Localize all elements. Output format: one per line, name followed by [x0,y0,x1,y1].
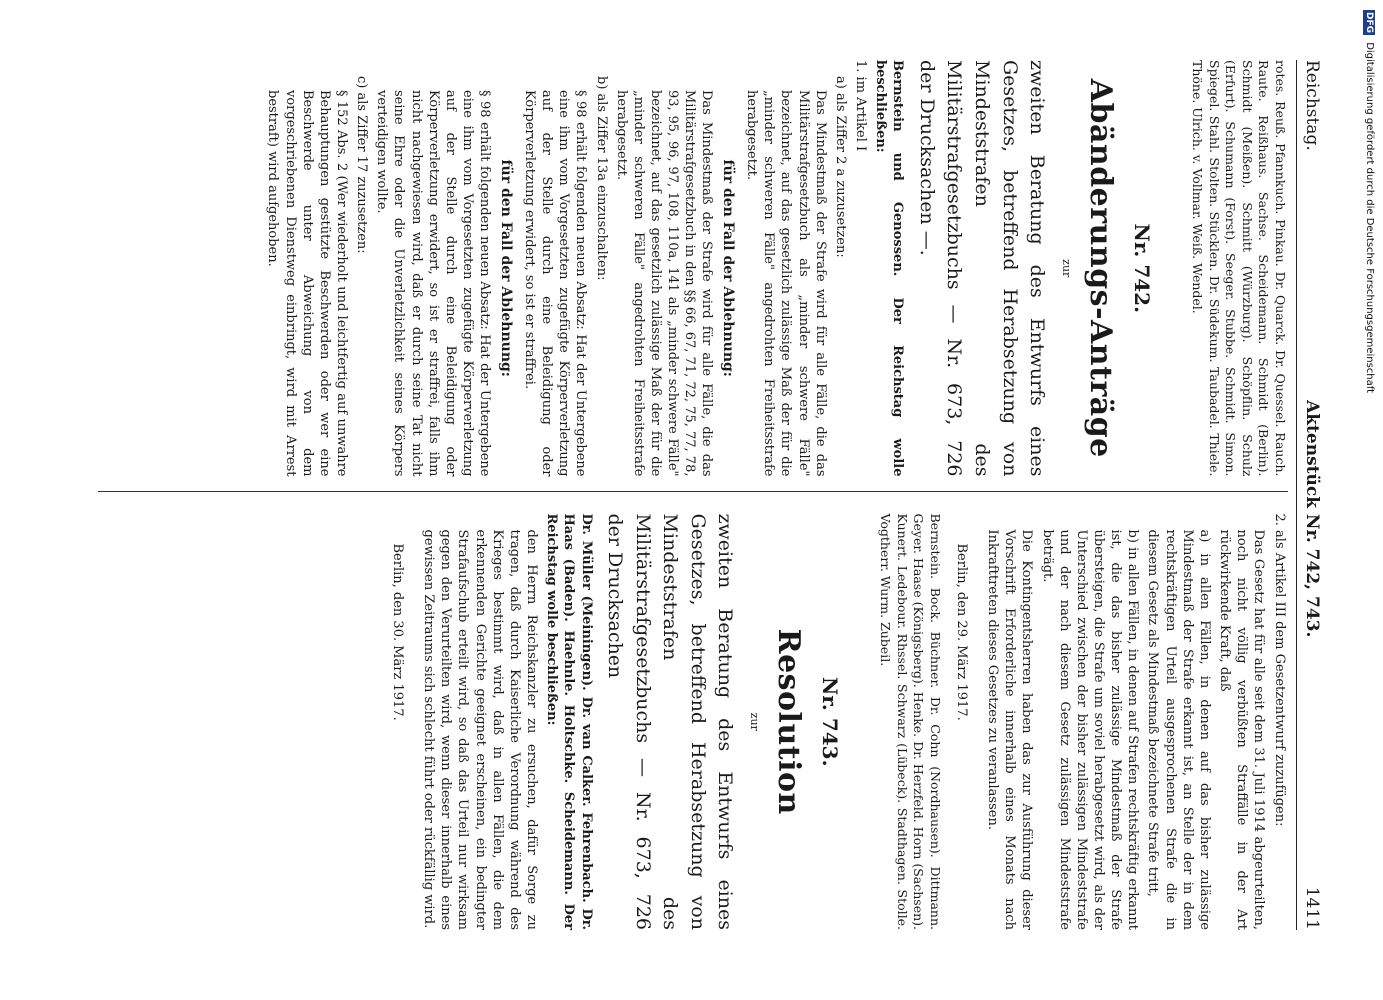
fall-ablehnung-heading: für den Fall der Ablehnung: [719,159,736,377]
item-1: 1. im Artikel I [853,60,869,152]
signers-continued: rotes. Reuß. Pfannkuch. Pinkau. Dr. Quarck. Dr. Quessel. Rauch. Raute. Reißhaus. Sachse. Scheidemann. Schmidt (Berlin). Schmidt (Meißen). Schmitt (Würzburg). Schöpflin. Schulz (Erfurt). Schumann (Forst). Seeger. Stubbe. Schmidt. Simon. Spiegel. Stahl. Stolten. Stücklen. Dr. Südekum. Taubadel. Thiele. Thöne. Ulrich. v. Vollmar. Weiß. Wendel. [1190,60,1288,477]
dfg-logo-icon: DFG [1364,12,1374,34]
item-b-alternative: § 98 erhält folgenden neuen Absatz: Hat der Untergebene eine ihm vom Vorgesetzten zugefügte Körperverletzung auf der Stelle durch eine Beleidigung oder Körperverletzung erwidert, so ist er straffrei, falls ihm nicht nachgewiesen wird, daß er durch seine Tat nicht seine Ehre oder die Unverletzlichkeit seines Körpers verteidigen wollte. [374,90,493,477]
movers: Dr. Müller (Meiningen). Dr. van Calker. Fehrenbach. Dr. Haas (Baden). Haehnle. Holtschke. Scheidemann. Der Reichstag wolle beschließen: [544,513,594,930]
right-column [98,514,1288,931]
movers: Bernstein und Genossen. Der Reichstag wolle beschließen: [873,60,906,477]
document-number: Nr. 742. [1129,223,1154,314]
header-left: Reichstag. [1302,60,1322,151]
zur-label: zur [1059,259,1073,278]
item-c-text: § 152 Abs. 2 (Wer wiederholt und leichtfertig auf unwahre Behauptungen gestützte Beschwerden oder wer eine Beschwerde unter Abweichung von dem vorgeschriebenen Dienstweg einbringt, wird mit Arrest bestraft) wird aufgehoben. [265,90,350,477]
item-a: a) als Ziffer 2 a zuzusetzen: [832,76,848,258]
document-subject: zweiten Beratung des Entwurfs eines Gesetzes, betreffend Herabsetzung von Mindeststrafen des Militärstrafgesetzbuchs — Nr. 673, 726 der Drucksachen —. [915,60,1049,477]
date-line: Berlin, den 29. März 1917. [953,543,969,721]
item-2a: a) in allen Fällen, in denen auf das bisher zulässige Mindestmaß der Strafe erkannt ist, an Stelle der in dem rechtskräftigen Urteil ausgesprochenen Strafe die in diesem Gesetz als Mindestmaß bezeichnete Strafe tritt, [1145,529,1212,930]
item-2: 2. als Artikel III dem Gesetzentwurf zuzufügen: [1271,513,1287,827]
signers: Bernstein. Bock. Büchner. Dr. Cohn (Nordhausen). Dittmann. Geyer. Haase (Königsberg). Henke. Dr. Herzfeld. Horn (Sachsen). Kunert. Ledebour. Rhssel. Schwarz (Lübeck). Stadthagen. Stolle. Vogtherr. Wurm. Zubeil. [878,513,943,930]
item-2-text: Das Gesetz hat für alle seit dem 31. Juli 1914 abgeurteilten, noch nicht völlig verbüßten Straffälle in der Art rückwirkende Kraft, daß [1217,529,1267,930]
item-a-alternative: Das Mindestmaß der Strafe wird für alle Fälle, die das Militärstrafgesetzbuch in den §§ 66, 67, 71, 72, 75, 77, 78, 93, 95, 96, 97, 108, 110a, 141 als „minder schwere Fälle" bezeichnet, auf das gesetzlich zulässige Maß der für die „minder schweren Fälle" angedrohten Freiheitsstrafe herabgesetzt. [613,90,715,477]
fall-ablehnung-heading: für den Fall der Ablehnung: [497,159,514,377]
dfg-side-note [1363,10,1375,393]
item-c: c) als Ziffer 17 zuzusetzen: [354,76,370,254]
item-b-text: § 98 erhält folgenden neuen Absatz: Hat der Untergebene eine ihm vom Vorgesetzten zugefügte Körperverletzung auf der Stelle durch eine Beleidigung oder Körperverletzung erwidert, so ist er straffrei. [521,90,589,477]
item-b: b) als Ziffer 13a einzuschalten: [593,76,609,281]
document-subject: zweiten Beratung des Entwurfs eines Gesetzes, betreffend Herabsetzung von Mindeststrafen des Militärstrafgesetzbuchs — Nr. 673, 726 der Drucksachen [604,513,737,930]
item-a-text: Das Mindestmaß der Strafe wird für alle Fälle, die das Militärstrafgesetzbuch als „minder schwere Fälle" bezeichnet, auf das gesetzlich zulässige Maß der für die „minder schweren Fälle" angedrohten Freiheitsstrafe herabgesetzt. [744,90,828,477]
resolution-text: den Herrn Reichskanzler zu ersuchen, dafür Sorge zu tragen, daß durch Kaiserliche Verordnung während des Krieges bestimmt wird, daß in allen Fällen, die dem erkennenden Gerichte geeignet erscheinen, ein bedingter Strafaufschub erteilt wird, so daß das Urteil nur wirksam gegen den Verurteilten wird, wenn dieser innerhalb eines gewissen Zeitraums sich schlecht führt oder rückfällig wird. [421,529,540,930]
left-column [98,60,1288,492]
page-header [1296,60,1323,930]
zur-label: zur [747,712,761,731]
header-title: Aktenstück Nr. 742, 743. [1302,400,1322,638]
date-line: Berlin, den 30. März 1917. [389,543,405,721]
dfg-note-text: Digitalisierung gefördert durch die Deutsche Forschungsgemeinschaft [1364,42,1375,394]
document-number: Nr. 743. [817,676,842,767]
document-heading: Resolution [771,628,807,815]
document-heading: Abänderungs-Anträge [1083,78,1119,458]
page-number: 1411 [1302,886,1322,930]
item-2b: b) in allen Fällen, in denen auf Strafen rechtskräftig erkannt ist, die das bisher zulässige Mindestmaß der Strafe übersteigen, die Strafe um soviel herabgesetzt wird, als der Unterschied zwischen der bisher zulässigen Mindeststrafe und der nach diesem Gesetz zulässigen Mindeststrafe beträgt. [1039,529,1141,930]
closing-paragraph: Die Kontingentsherren haben das zur Ausführung dieser Vorschrift Erforderliche innerhalb eines Monats nach Inkrafttreten dieses Gesetzes zu veranlassen. [985,529,1035,930]
